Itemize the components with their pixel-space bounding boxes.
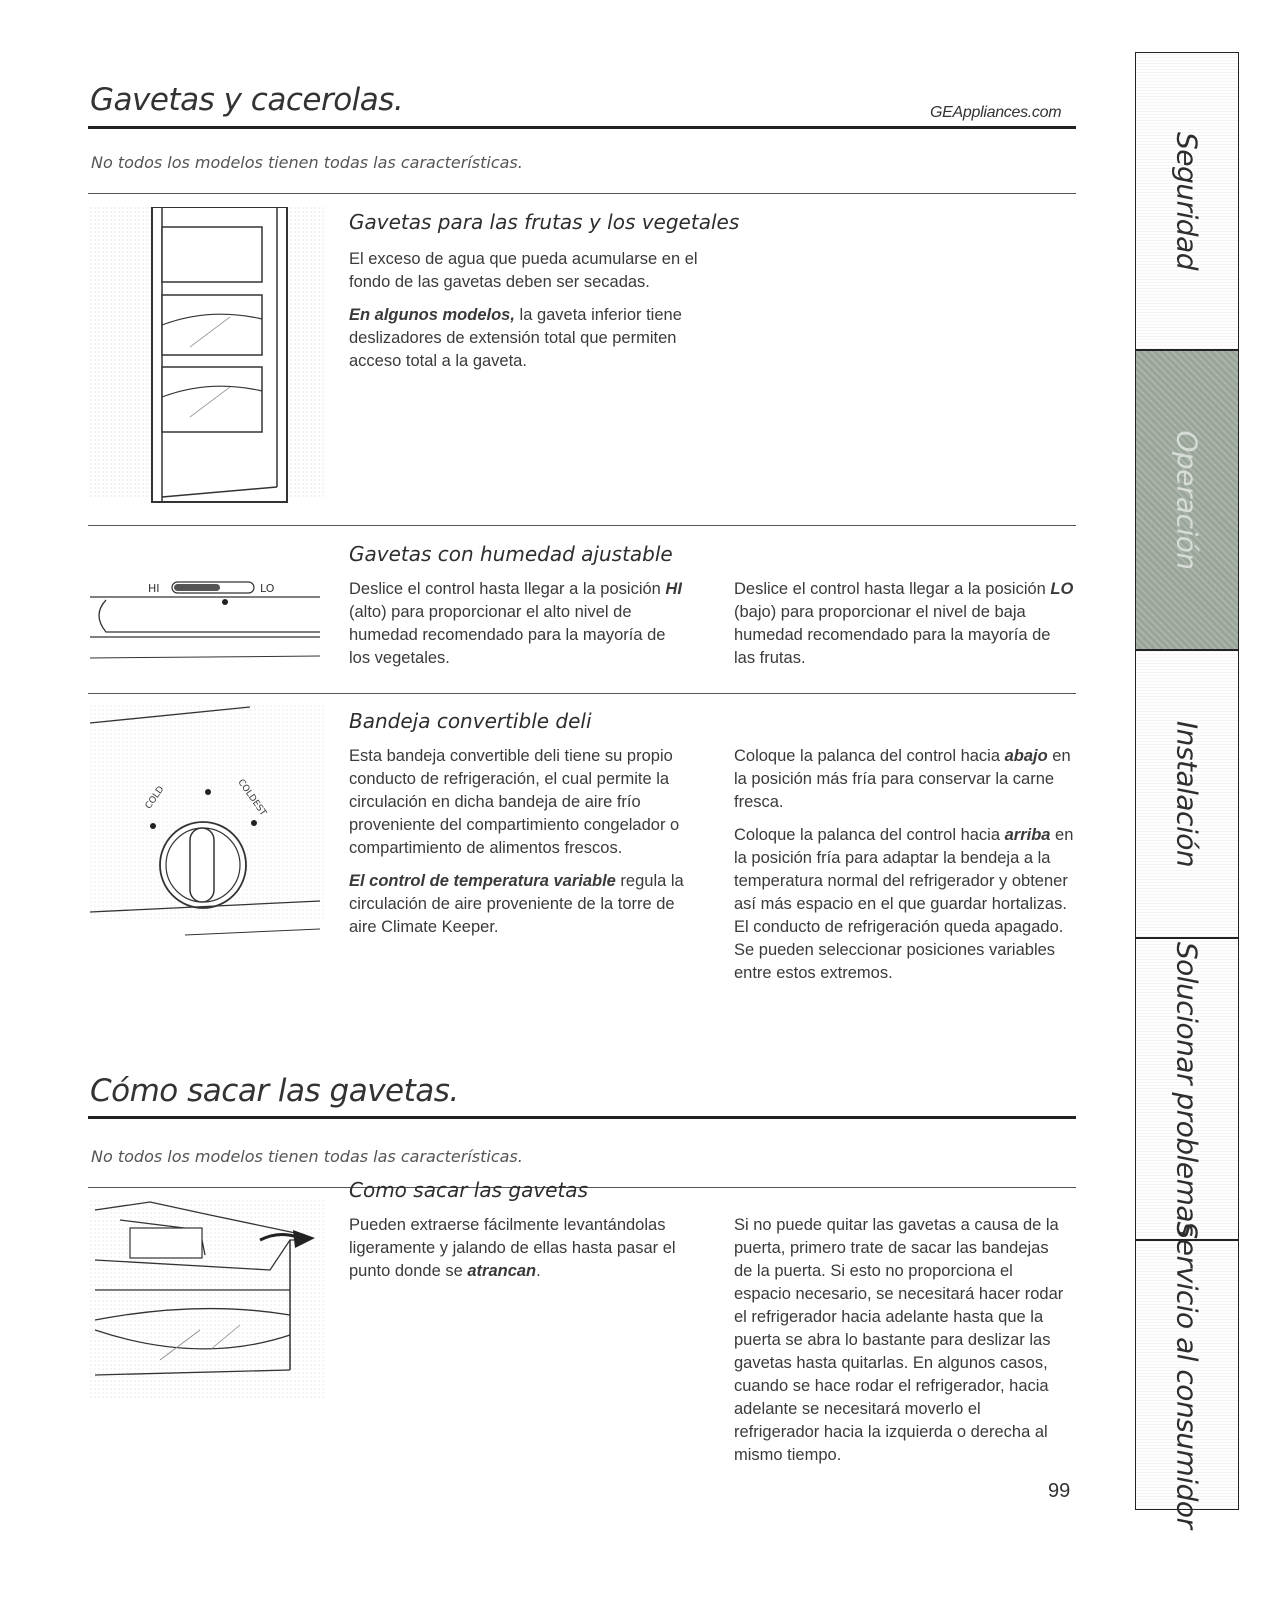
- deli-text-right: [734, 745, 1076, 995]
- crisper-paragraph-2: [349, 304, 709, 373]
- tab-instalacion[interactable]: [1135, 650, 1239, 938]
- site-url: GEAppliances.com: [930, 104, 1062, 121]
- hi-label: HI: [148, 582, 160, 595]
- tab-solucionar-problemas[interactable]: [1135, 938, 1239, 1240]
- section-divider: [88, 525, 1076, 526]
- section-heading-removal: Cómo sacar las gavetas.: [90, 1073, 459, 1109]
- lo-bold: LO: [1050, 580, 1074, 598]
- title-rule: [88, 126, 1076, 129]
- section-title-crisper: Gavetas para las frutas y los vegetales: [349, 210, 740, 234]
- deli-bold: El control de temperatura variable: [349, 872, 616, 890]
- humidity-right-a: Deslice el control hasta llegar a la posición: [734, 580, 1051, 598]
- deli-text-left: [349, 745, 694, 949]
- crisper-bold: En algunos modelos,: [349, 306, 515, 324]
- removal-left-b: .: [536, 1262, 541, 1280]
- section-title-humidity: Gavetas con humedad ajustable: [349, 542, 673, 566]
- deli-dial-illustration: [90, 705, 330, 955]
- page-number: 99: [1048, 1480, 1071, 1502]
- humidity-left-b: (alto) para proporcionar el alto nivel de humedad recomendado para la mayoría de los vegetales.: [349, 603, 666, 667]
- section-divider: [88, 193, 1076, 194]
- lo-label: LO: [260, 582, 275, 595]
- arriba-bold: arriba: [1004, 826, 1051, 844]
- tab-label: Solucionar problemas: [1170, 941, 1204, 1237]
- tab-operacion[interactable]: [1135, 350, 1239, 650]
- humidity-right-b: (bajo) para proporcionar el nivel de baja humedad recomendado para la mayoría de las frutas.: [734, 603, 1051, 667]
- tab-label: Operación: [1170, 430, 1204, 570]
- section-tab-rail: [1135, 52, 1243, 1529]
- humidity-left-a: Deslice el control hasta llegar a la posición: [349, 580, 666, 598]
- crisper-drawers-illustration: [90, 207, 325, 507]
- models-note-2: No todos los modelos tienen todas las características.: [91, 1147, 523, 1166]
- deli-right-1a: Coloque la palanca del control hacia: [734, 747, 1005, 765]
- deli-right-paragraph-2: [734, 824, 1076, 985]
- section-title-removal: Como sacar las gavetas: [349, 1178, 588, 1202]
- deli-left-paragraph-1: Esta bandeja convertible deli tiene su propio conducto de refrigeración, el cual permite la circulación en dicha bandeja de aire frío proveniente del compartimiento congelador o compartimiento de alimentos frescos.: [349, 747, 680, 857]
- deli-right-2b: en la posición fría para adaptar la bendeja a la temperatura normal del refrigerador y obtener así más espacio en el que guardar hortalizas. El conducto de refrigeración queda apagado. Se pueden seleccionar posiciones variables entre estos extremos.: [734, 826, 1074, 982]
- cold-label: COLD: [143, 784, 167, 812]
- removal-left-a: Pueden extraerse fácilmente levantándolas ligeramente y jalando de ellas hasta pasar el punto donde se: [349, 1216, 676, 1280]
- title-rule: [88, 1116, 1076, 1119]
- humidity-text-left: [349, 578, 689, 670]
- tab-label: Servicio al consumidor: [1170, 1221, 1204, 1529]
- deli-right-1b: en la posición más fría para conservar la carne fresca.: [734, 747, 1071, 811]
- crisper-text-rest: la gaveta inferior tiene deslizadores de extensión total que permiten acceso total a la gaveta.: [349, 306, 682, 370]
- humidity-text-right: [734, 578, 1076, 670]
- tab-servicio-consumidor[interactable]: [1135, 1221, 1239, 1529]
- page-title: Gavetas y cacerolas.: [90, 82, 404, 118]
- deli-left-rest: regula la circulación de aire proveniente de la torre de aire Climate Keeper.: [349, 872, 684, 936]
- drawer-removal-illustration: [90, 1200, 330, 1420]
- deli-right-2a: Coloque la palanca del control hacia: [734, 826, 1005, 844]
- coldest-label: COLDEST: [235, 777, 268, 819]
- atrancan-bold: atrancan: [467, 1262, 537, 1280]
- deli-left-paragraph-2: [349, 870, 694, 939]
- crisper-text: [349, 248, 709, 383]
- hi-bold: HI: [665, 580, 682, 598]
- models-note: No todos los modelos tienen todas las características.: [91, 153, 523, 172]
- tab-label: Instalación: [1170, 720, 1204, 868]
- crisper-paragraph-1: El exceso de agua que pueda acumularse en el fondo de las gavetas deben ser secadas.: [349, 250, 698, 291]
- deli-right-paragraph-1: [734, 745, 1076, 814]
- removal-text-right: Si no puede quitar las gavetas a causa de la puerta, primero trate de sacar las bandejas de la puerta. Si esto no proporciona el espacio necesario, se necesitará hacer rodar el refrigerador hacia adelante hasta que la puerta se abra lo bastante para deslizar las gavetas hasta quitarlas. En algunos casos, cuando se hace rodar el refrigerador, hacia adelante se necesitará moverlo el refrigerador hacia la izquierda o derecha al mismo tiempo.: [734, 1216, 1064, 1464]
- abajo-bold: abajo: [1004, 747, 1048, 765]
- humidity-slider-illustration: [90, 560, 330, 680]
- tab-seguridad[interactable]: [1135, 52, 1239, 350]
- section-title-deli: Bandeja convertible deli: [349, 709, 592, 733]
- removal-text-left: [349, 1214, 694, 1283]
- tab-label: Seguridad: [1170, 131, 1204, 271]
- section-divider: [88, 693, 1076, 694]
